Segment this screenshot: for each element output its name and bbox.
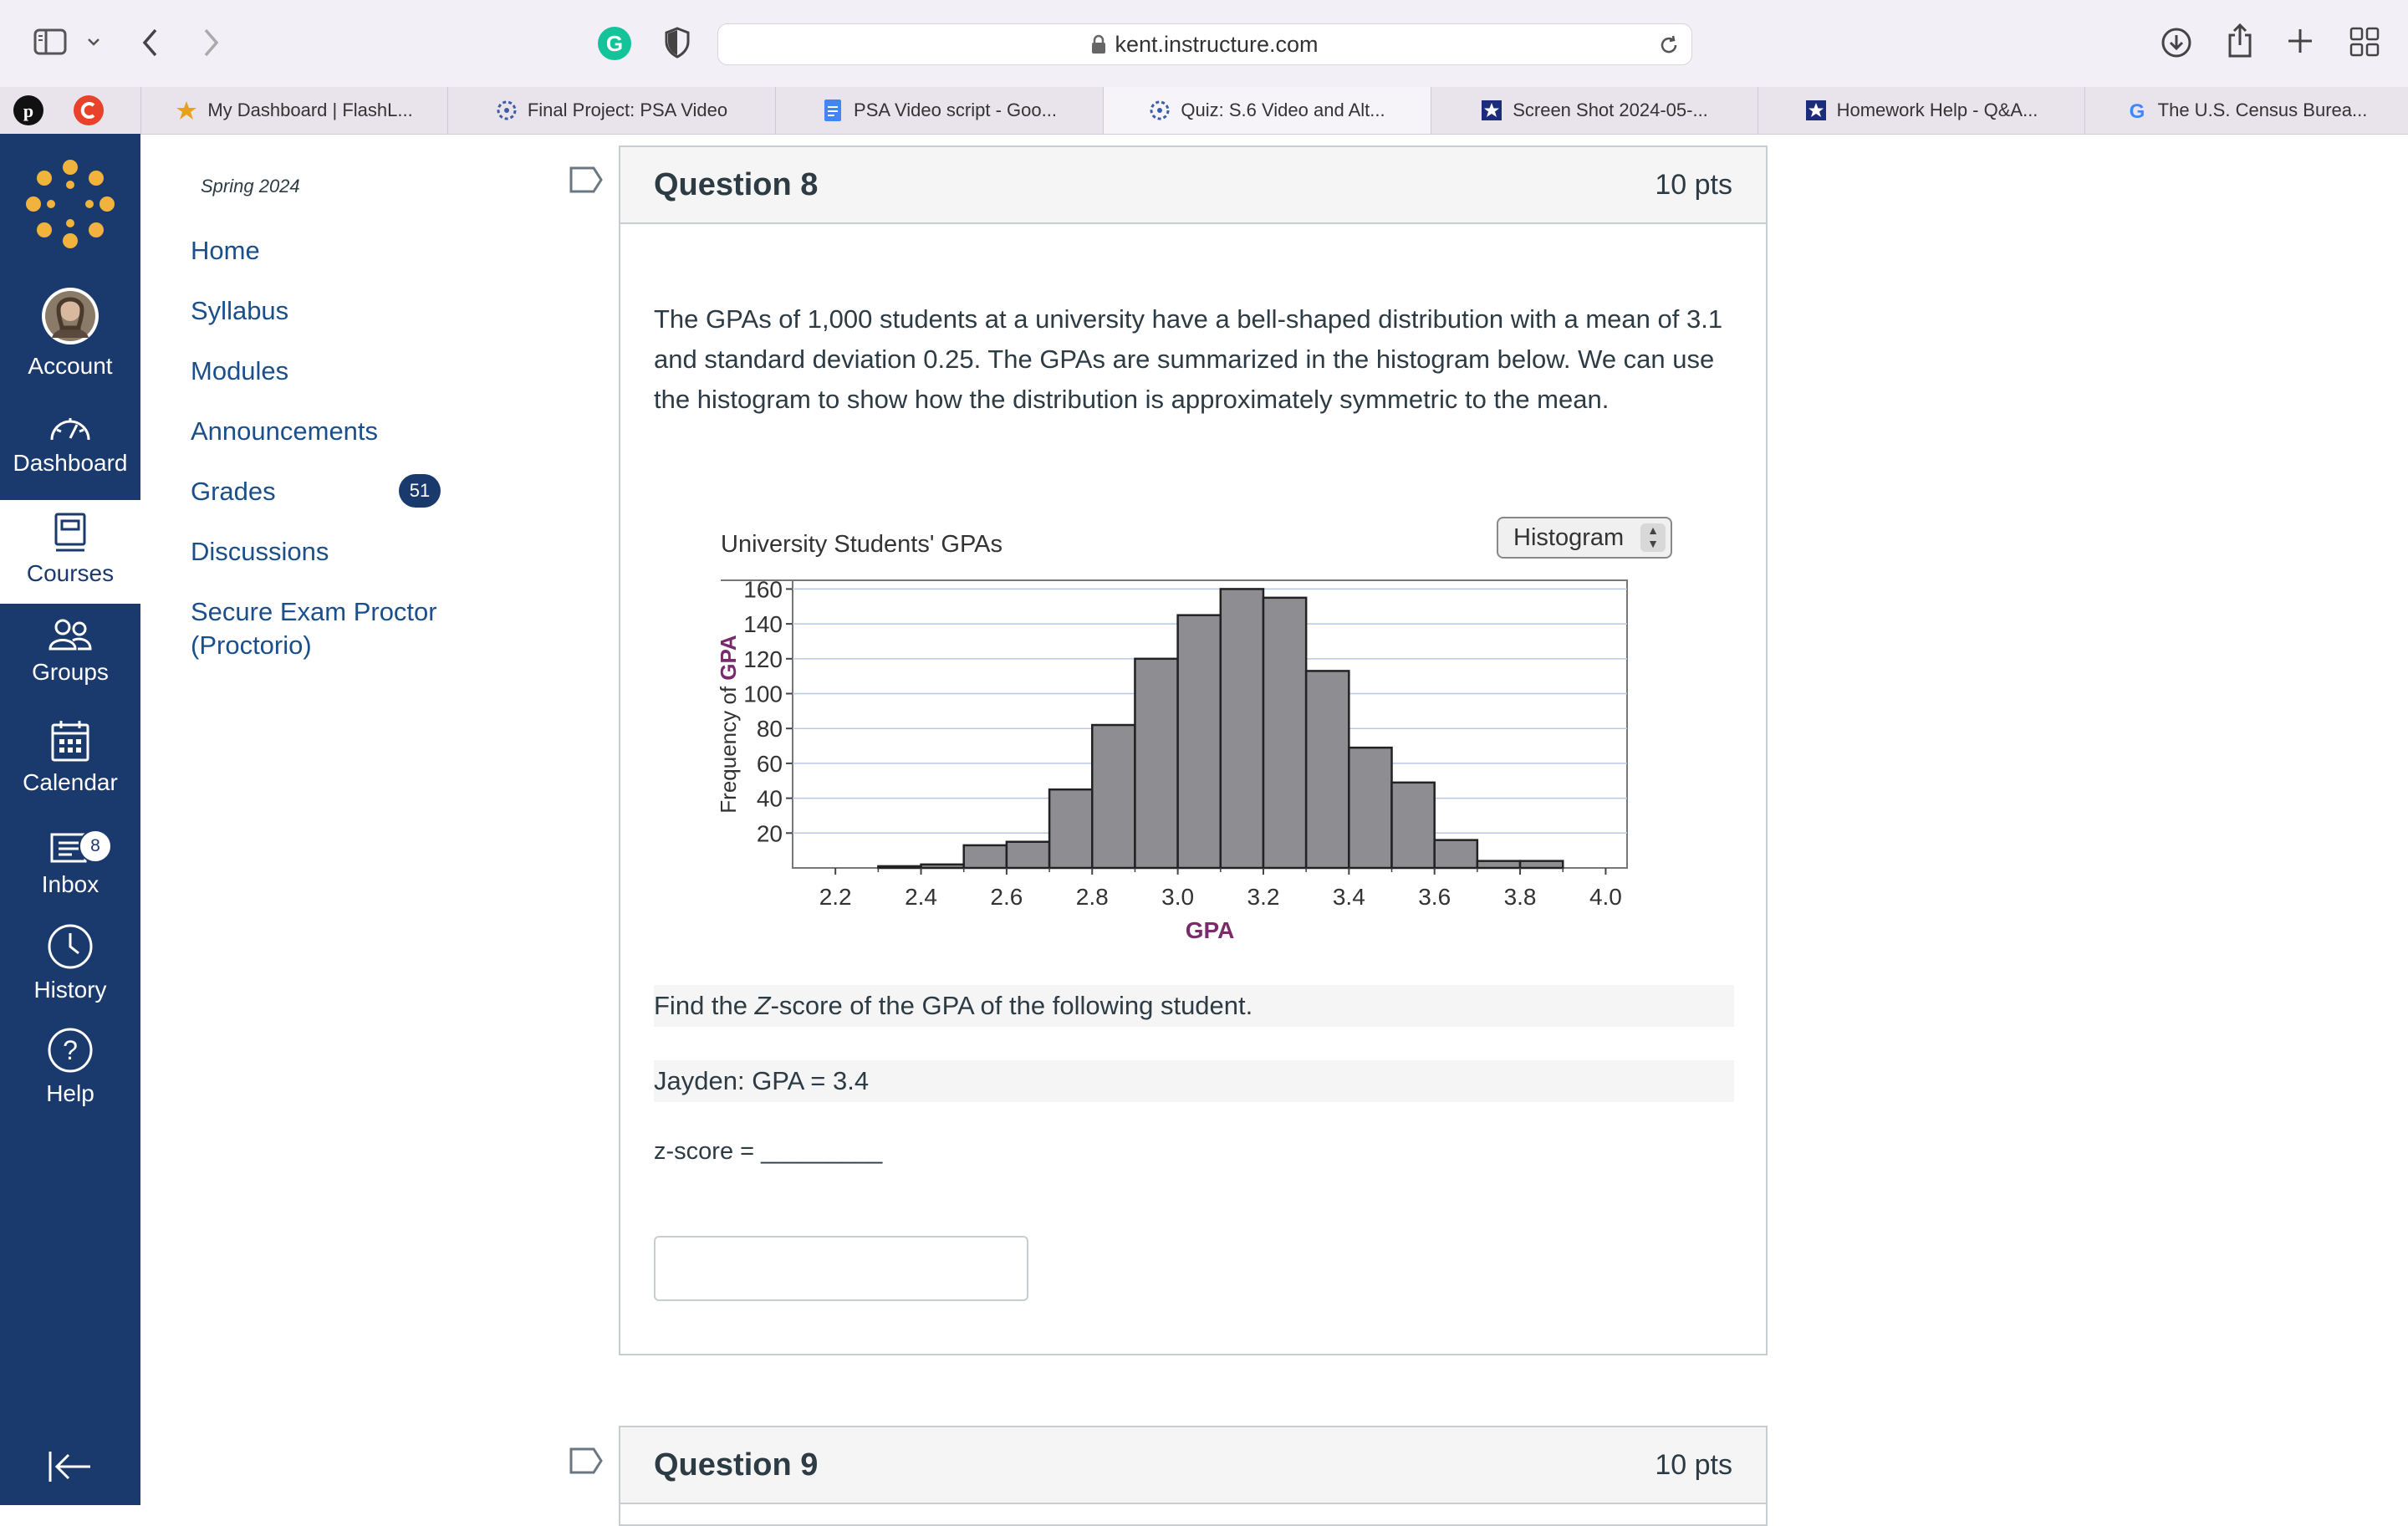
svg-text:?: ? [63,1035,78,1065]
canvas-icon [496,100,518,121]
course-nav-proctorio[interactable] [191,595,437,662]
forward-icon[interactable] [201,27,221,59]
flag-question-icon[interactable] [569,166,604,194]
z-italic: Z [754,991,771,1020]
history-clock-icon [47,923,94,970]
question-text: The GPAs of 1,000 students at a university have a bell-shaped distribution with a mean of 3.1 and standard deviation 0.25. The GPAs are summarized in the histogram below. We can use the histogram to show how the distribution is approximately symmetric to the mean. [654,304,1723,414]
chart-title: University Students' GPAs [721,531,1003,558]
tab-final-project[interactable]: Final Project: PSA Video [447,87,775,134]
star-icon [1481,100,1502,121]
x-tick-label: 3.6 [1418,884,1451,910]
histogram-bar [1092,725,1135,868]
histogram-bar [1435,840,1477,868]
x-tick-label: 2.6 [990,884,1023,910]
dashboard-icon [48,410,92,443]
course-nav-grades[interactable]: Grades [191,477,276,506]
help-icon [47,1027,94,1074]
y-tick-label: 160 [743,576,783,603]
gnav-dashboard[interactable]: Dashboard [0,410,140,477]
histogram-bar [1520,861,1563,868]
global-navigation [0,134,140,1505]
avatar [40,286,100,346]
docs-icon [822,100,844,121]
tab-flashline[interactable]: My Dashboard | FlashL... [140,87,447,134]
tab-psa-script[interactable]: PSA Video script - Goo... [775,87,1103,134]
svg-text:p: p [23,100,34,121]
course-nav-proctorio-line2: (Proctorio) [191,630,312,660]
x-tick-label: 2.2 [819,884,852,910]
y-axis-label-emphasis: GPA [716,635,741,681]
c-logo-icon [76,98,101,123]
star-icon [1805,100,1827,121]
grammarly-icon[interactable] [597,26,632,61]
inbox-unread-badge: 8 [79,829,112,863]
course-nav-proctorio-line1: Secure Exam Proctor [191,597,437,626]
gnav-courses[interactable]: Courses [0,500,140,604]
canvas-logo-icon[interactable] [23,157,117,251]
y-tick-label: 140 [743,611,783,638]
answer-input[interactable] [654,1236,1028,1301]
histogram-bar [878,866,921,868]
term-label: Spring 2024 [201,176,300,196]
tab-census[interactable]: G The U.S. Census Burea... [2084,87,2408,134]
courses-icon [54,512,87,554]
grades-count-badge: 51 [399,474,441,508]
flag-question-icon[interactable] [569,1447,604,1475]
histogram-bar [1263,598,1306,868]
y-axis-label [716,635,741,814]
share-icon[interactable] [2226,22,2254,59]
url-text: kent.instructure.com [1115,31,1319,57]
pinterest-icon [16,98,41,123]
x-axis-label: GPA [1185,917,1235,943]
y-tick-label: 40 [756,785,783,812]
x-tick-label: 3.2 [1247,884,1280,910]
histogram-bar [964,845,1007,868]
canvas-icon [1149,100,1171,121]
download-icon[interactable] [2161,27,2192,59]
x-tick-label: 2.8 [1075,884,1109,910]
url-field[interactable] [717,23,1692,65]
course-nav-discussions[interactable]: Discussions [191,537,329,566]
privacy-shield-icon[interactable] [664,27,691,59]
new-tab-icon[interactable] [2286,27,2314,55]
question-points: 10 pts [1655,1448,1732,1481]
sidebar-toggle-icon[interactable] [33,28,67,55]
x-tick-label: 4.0 [1589,884,1622,910]
zscore-label: z-score = _________ [654,1138,883,1165]
y-tick-label: 60 [756,750,783,777]
svg-text:G: G [605,31,624,56]
question-9 [619,1426,1768,1526]
y-tick-label: 20 [756,820,783,847]
select-arrows-icon: ▲ ▼ [1640,523,1666,552]
tab-homework-help[interactable]: Homework Help - Q&A... [1758,87,2084,134]
course-nav-announcements[interactable]: Announcements [191,416,379,446]
y-tick-label: 100 [743,681,783,707]
gnav-calendar[interactable]: Calendar [0,719,140,796]
browser-toolbar [0,0,2408,88]
question-9-header [620,1427,1766,1504]
histogram-bar [1392,783,1435,868]
histogram-bar [1178,615,1221,868]
google-icon [2126,100,2148,121]
course-nav-home[interactable]: Home [191,236,260,265]
y-axis-label-prefix: Frequency of [716,680,741,814]
gnav-account[interactable]: Account [0,286,140,380]
histogram-bar [1135,659,1177,868]
y-tick-label: 80 [756,716,783,743]
tab-overview-icon[interactable] [2349,27,2380,57]
collapse-nav-icon[interactable] [47,1450,94,1483]
gnav-inbox[interactable]: Inbox 8 [0,821,140,898]
x-tick-label: 3.4 [1332,884,1365,910]
histogram-bar [1306,671,1349,868]
question-title: Question 8 [654,166,819,202]
reload-icon[interactable] [1658,34,1680,56]
svg-text:G: G [2129,100,2145,121]
histogram-bar [1349,748,1391,868]
find-zscore-prompt: Find the Z-score of the GPA of the following student. [654,985,1734,1027]
histogram-bar [1049,789,1092,868]
x-tick-label: 3.8 [1503,884,1537,910]
chart-type-select[interactable] [1497,517,1672,559]
course-nav-modules[interactable]: Modules [191,356,289,385]
question-points: 10 pts [1655,168,1732,201]
question-title: Question 9 [654,1447,819,1483]
tab-bar [0,87,2408,135]
calendar-icon [50,719,90,763]
course-nav-syllabus[interactable]: Syllabus [191,296,289,325]
lock-icon [1091,34,1106,54]
groups-icon [48,617,93,652]
question-8-header [620,147,1766,224]
chart-type-value: Histogram [1513,524,1625,551]
pinned-tab-app[interactable] [74,95,104,125]
histogram-bar [921,865,964,868]
pinned-tab-pinterest[interactable] [13,95,43,125]
back-icon[interactable] [140,27,161,59]
gnav-groups[interactable]: Groups [0,617,140,686]
flashline-icon [176,100,197,121]
histogram-bar [1007,842,1049,868]
student-gpa: Jayden: GPA = 3.4 [654,1060,1734,1102]
tab-screenshot[interactable]: Screen Shot 2024-05-... [1431,87,1758,134]
y-tick-label: 120 [743,646,783,672]
course-navigation [140,134,559,1505]
chevron-down-icon[interactable] [87,37,100,47]
histogram-bar [1477,861,1520,868]
x-tick-label: 3.0 [1161,884,1195,910]
gnav-help[interactable]: ? Help [0,1027,140,1107]
histogram-bar [1221,589,1263,868]
tab-quiz[interactable]: Quiz: S.6 Video and Alt... [1103,87,1431,134]
x-tick-label: 2.4 [905,884,938,910]
question-8 [619,145,1768,1355]
gnav-history[interactable]: History [0,923,140,1003]
